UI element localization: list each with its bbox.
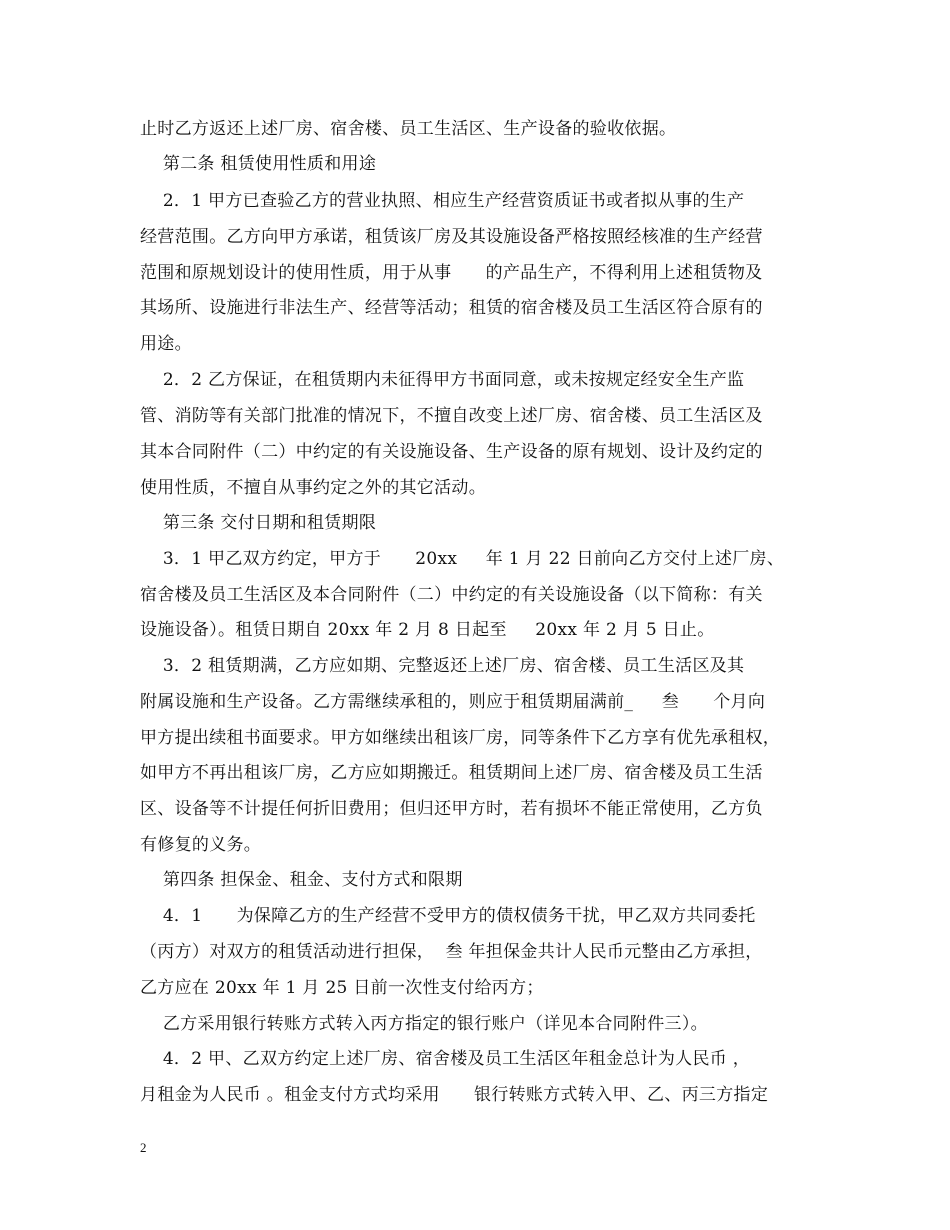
text-line: 止时乙方返还上述厂房、宿舍楼、员工生活区、生产设备的验收依据。 bbox=[140, 119, 677, 139]
text-line: 2．1 甲方已查验乙方的营业执照、相应生产经营资质证书或者拟从事的生产 bbox=[140, 191, 745, 211]
text-line: （丙方）对双方的租赁活动进行担保， 叁 年担保金共计人民币元整由乙方承担， bbox=[140, 942, 763, 962]
text-line: 区、设备等不计提任何折旧费用；但归还甲方时，若有损坏不能正常使用，乙方负 bbox=[140, 799, 763, 819]
text-line: 甲方提出续租书面要求。甲方如继续出租该厂房，同等条件下乙方享有优先承租权， bbox=[140, 728, 781, 748]
text-line: 其本合同附件（二）中约定的有关设施设备、生产设备的原有规划、设计及约定的 bbox=[140, 442, 763, 462]
article-heading: 第三条 交付日期和租赁期限 bbox=[140, 513, 377, 533]
text-line: 附属设施和生产设备。乙方需继续承租的，则应于租赁期届满前_ 叁 个月向 bbox=[140, 692, 766, 712]
text-line: 设施设备）。租赁日期自 20xx 年 2 月 8 日起至 20xx 年 2 月 5 日止。 bbox=[140, 620, 715, 640]
text-line: 用途。 bbox=[140, 334, 192, 354]
text-line: 其场所、设施进行非法生产、经营等活动；租赁的宿舍楼及员工生活区符合原有的 bbox=[140, 298, 763, 318]
text-line: 乙方采用银行转账方式转入丙方指定的银行账户（详见本合同附件三）。 bbox=[140, 1014, 708, 1034]
text-line: 3．1 甲乙双方约定，甲方于 20xx 年 1 月 22 日前向乙方交付上述厂房、 bbox=[140, 549, 785, 569]
text-line: 使用性质，不擅自从事约定之外的其它活动。 bbox=[140, 478, 486, 498]
text-line: 范围和原规划设计的使用性质，用于从事 的产品生产，不得利用上述租赁物及 bbox=[140, 263, 763, 283]
text-line: 乙方应在 20xx 年 1 月 25 日前一次性支付给丙方； bbox=[140, 978, 544, 998]
text-line: 经营范围。乙方向甲方承诺，租赁该厂房及其设施设备严格按照经核准的生产经营 bbox=[140, 227, 763, 247]
text-line: 4．2 甲、乙双方约定上述厂房、宿舍楼及员工生活区年租金总计为人民币 ， bbox=[140, 1049, 751, 1069]
text-line: 宿舍楼及员工生活区及本合同附件（二）中约定的有关设施设备（以下简称：有关 bbox=[140, 585, 763, 605]
text-line: 2．2 乙方保证，在租赁期内未征得甲方书面同意，或未按规定经安全生产监 bbox=[140, 370, 745, 390]
text-line: 3．2 租赁期满，乙方应如期、完整返还上述厂房、宿舍楼、员工生活区及其 bbox=[140, 656, 745, 676]
text-line: 有修复的义务。 bbox=[140, 835, 262, 855]
text-line: 月租金为人民币 。租金支付方式均采用 银行转账方式转入甲、乙、丙三方指定 bbox=[140, 1085, 769, 1105]
article-heading: 第二条 租赁使用性质和用途 bbox=[140, 154, 377, 174]
text-line: 管、消防等有关部门批准的情况下，不擅自改变上述厂房、宿舍楼、员工生活区及 bbox=[140, 406, 763, 426]
text-line: 4．1 为保障乙方的生产经营不受甲方的债权债务干扰，甲乙双方共同委托 bbox=[140, 906, 756, 926]
page-number: 2 bbox=[140, 1140, 147, 1155]
text-line: 如甲方不再出租该厂房，乙方应如期搬迁。租赁期间上述厂房、宿舍楼及员工生活 bbox=[140, 763, 763, 783]
article-heading: 第四条 担保金、租金、支付方式和限期 bbox=[140, 870, 463, 890]
